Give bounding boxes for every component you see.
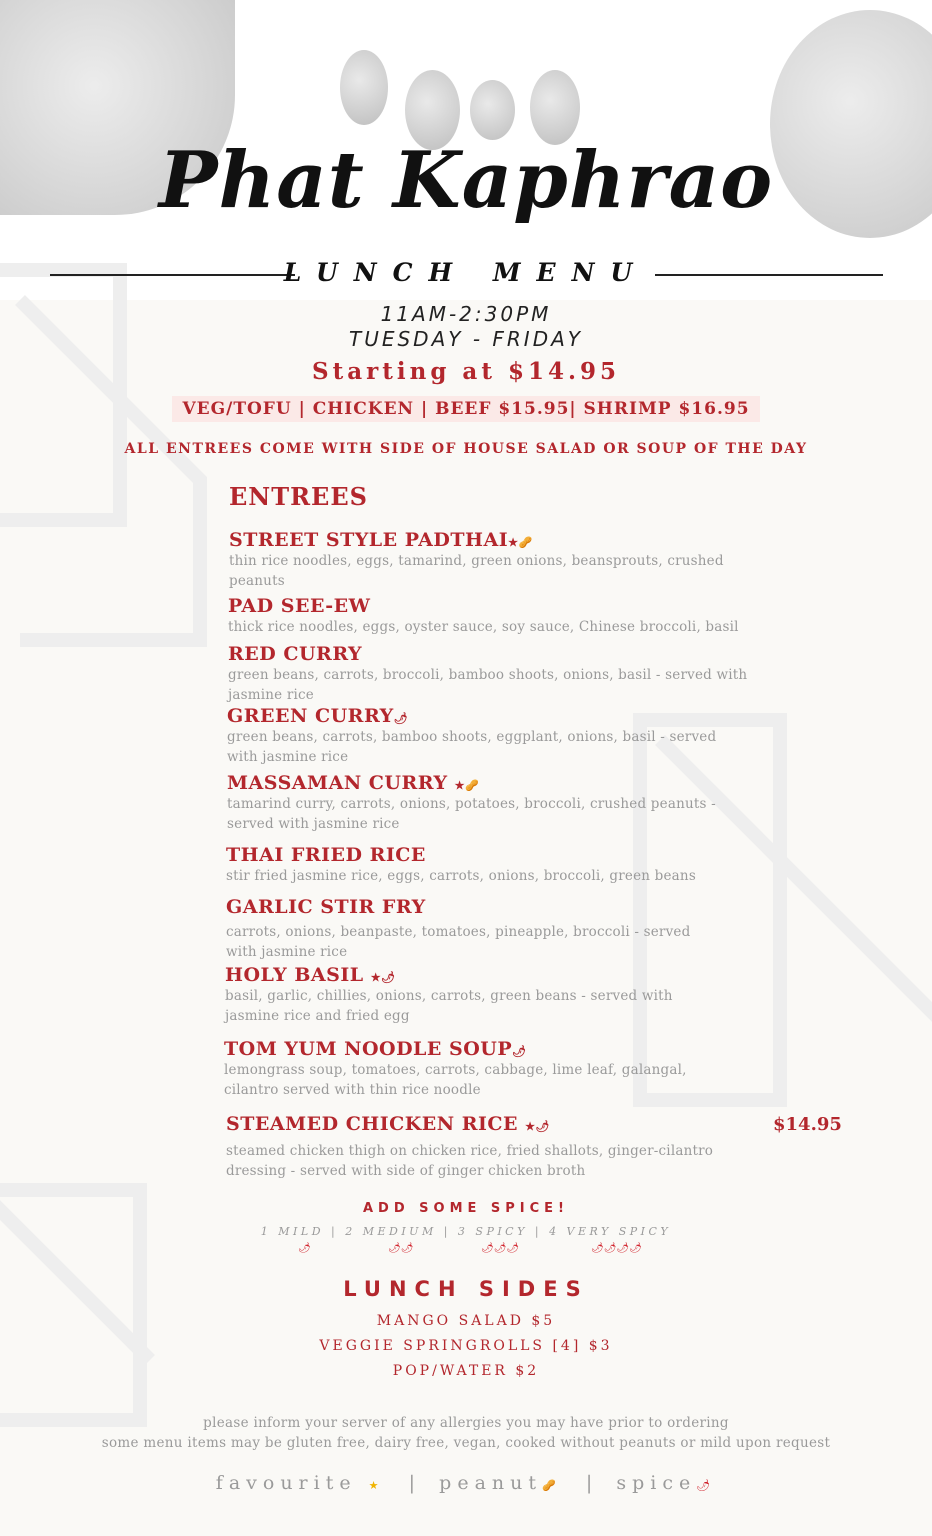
peanut-icon: 🥜 <box>542 1479 562 1492</box>
days: TUESDAY - FRIDAY <box>348 327 583 351</box>
chili-icon: 🌶🌶 <box>388 1243 414 1254</box>
side-item: MANGO SALAD $5 <box>376 1313 556 1329</box>
star-icon: ★ <box>368 1479 385 1492</box>
starting-price: Starting at $14.95 <box>312 358 620 385</box>
chili-icon: 🌶🌶🌶 <box>481 1243 520 1254</box>
protein-prices: VEG/TOFU | CHICKEN | BEEF $15.95| SHRIMP $16.95 <box>172 396 759 422</box>
menu-item <box>226 844 746 886</box>
favourite-spice-icon: ★🌶 <box>370 971 396 984</box>
item-name: THAI FRIED RICE <box>226 844 426 866</box>
item-description: carrots, onions, beanpaste, tomatoes, pineapple, broccoli - served with jasmine rice <box>226 924 691 960</box>
item-description: tamarind curry, carrots, onions, potatoes, broccoli, crushed peanuts - served with jasmine rice <box>227 796 716 832</box>
favourite-peanut-icon: ★🥜 <box>508 536 533 549</box>
menu-item <box>224 1038 694 1100</box>
legend-label-peanut: peanut <box>439 1472 543 1494</box>
menu-item <box>227 772 727 834</box>
item-description: steamed chicken thigh on chicken rice, fried shallots, ginger-cilantro dressing - served with side of ginger chicken broth <box>226 1143 714 1179</box>
item-description: basil, garlic, chillies, onions, carrots, green beans - served with jasmine rice and fried egg <box>225 988 673 1024</box>
spice-levels: 1 MILD | 2 MEDIUM | 3 SPICY | 4 VERY SPICY <box>260 1225 672 1238</box>
item-name: GREEN CURRY <box>227 705 394 727</box>
menu-subtitle: LUNCH MENU <box>283 258 649 287</box>
allergy-note: please inform your server of any allergies you may have prior to ordering <box>203 1415 729 1431</box>
menu-item <box>227 705 727 767</box>
item-name: RED CURRY <box>228 643 363 665</box>
menu-item <box>226 1113 746 1181</box>
item-description: green beans, carrots, broccoli, bamboo shoots, onions, basil - served with jasmine rice <box>228 667 748 703</box>
sides-heading: LUNCH SIDES <box>343 1277 589 1301</box>
favourite-spice-icon: ★🌶 <box>525 1120 550 1133</box>
chili-icon: 🌶 <box>298 1243 311 1254</box>
hours: 11AM-2:30PM <box>380 302 552 326</box>
spice-icon: 🌶 <box>512 1045 527 1058</box>
item-name: GARLIC STIR FRY <box>226 896 426 918</box>
menu-item <box>225 964 695 1026</box>
menu-item <box>226 896 706 962</box>
chili-icon: 🌶 <box>696 1479 717 1492</box>
menu-item <box>228 643 748 705</box>
side-item: POP/WATER $2 <box>392 1363 540 1379</box>
item-name: STREET STYLE PADTHAI <box>229 529 509 551</box>
protein-pricing <box>0 396 932 422</box>
spice-icon: 🌶 <box>393 712 409 725</box>
entrees-heading: ENTREES <box>229 482 368 511</box>
dietary-note: some menu items may be gluten free, dairy free, vegan, cooked without peanuts or mild upon request <box>101 1435 831 1451</box>
menu-item <box>228 595 788 637</box>
spoons-photo <box>330 0 600 140</box>
item-description: lemongrass soup, tomatoes, carrots, cabbage, lime leaf, galangal, cilantro served with thin rice noodle <box>224 1062 687 1098</box>
item-description: thick rice noodles, eggs, oyster sauce, soy sauce, Chinese broccoli, basil <box>228 619 739 635</box>
item-name: TOM YUM NOODLE SOUP <box>224 1038 513 1060</box>
entree-sides-note: ALL ENTREES COME WITH SIDE OF HOUSE SALAD OR SOUP OF THE DAY <box>124 441 808 457</box>
item-description: stir fried jasmine rice, eggs, carrots, onions, broccoli, green beans <box>226 868 696 884</box>
icon-legend: favourite ★ | peanut🥜 | spice🌶 <box>215 1472 717 1494</box>
restaurant-title: Phat Kaphrao <box>158 135 774 226</box>
side-item: VEGGIE SPRINGROLLS [4] $3 <box>319 1338 613 1354</box>
item-name: HOLY BASIL <box>225 964 364 986</box>
item-name: MASSAMAN CURRY <box>227 772 448 794</box>
legend-label-favourite: favourite <box>215 1472 357 1494</box>
chili-icon: 🌶🌶🌶🌶 <box>591 1243 642 1254</box>
menu-item <box>229 529 749 591</box>
item-name: STEAMED CHICKEN RICE <box>226 1113 519 1135</box>
item-description: thin rice noodles, eggs, tamarind, green onions, beansprouts, crushed peanuts <box>229 553 724 589</box>
spice-heading: ADD SOME SPICE! <box>362 1201 569 1216</box>
item-description: green beans, carrots, bamboo shoots, eggplant, onions, basil - served with jasmine rice <box>227 729 717 765</box>
item-price: $14.95 <box>773 1114 842 1135</box>
legend-label-spice: spice <box>616 1472 697 1494</box>
favourite-peanut-icon: ★🥜 <box>454 779 480 792</box>
item-name: PAD SEE-EW <box>228 595 371 617</box>
